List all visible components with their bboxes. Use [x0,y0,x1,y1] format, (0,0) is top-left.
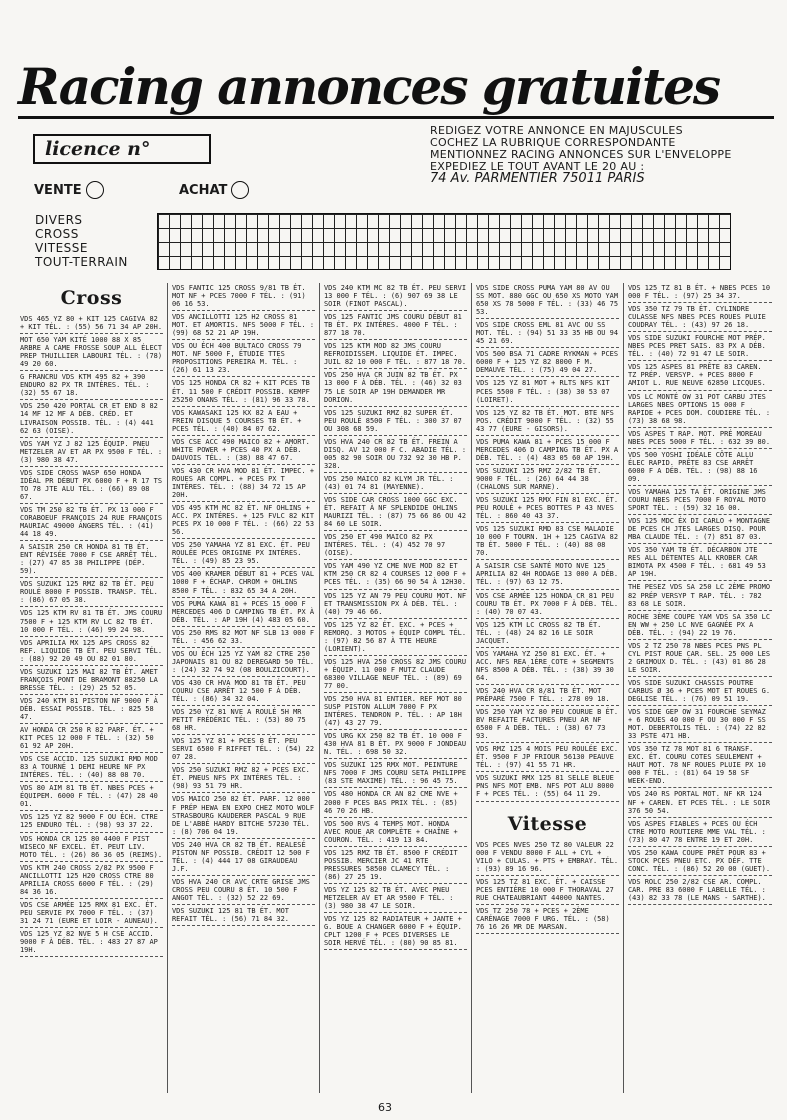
classified-ad: VDS 430 CR HVA MOD 81 TB ÉT. PEU COURU CSE ARRÊT 12 500 F À DÉB. TÉL. : (86) 34 32 04. [172,678,315,706]
classified-ad: VDS TM 250 82 TB ÉT. PX 13 000 F CORABOEUF FRANÇOIS 24 RUE FRANÇOIS MAURIAC 49000 ANGERS TÉL. : (41) 44 18 49. [20,505,163,541]
classified-ad: VDS YZ 125 82 RADIATEUR + JANTE + G. BOUE A CHANGER 6000 F + ÉQUIP. CPLT 1200 F + PCES DIVERSES LE SOIR HERVÉ TÉL. : (80) 90 85 81. [324,914,467,950]
classified-ad: VDS YAM 490 YZ CME NVE MOD 82 ET KTM 250 CR 82 4 COURSES 12 000 F + PCES TÉL. : (35) 66 90 54 À 12H30. [324,561,467,589]
classified-ad: VDS FANTIC 125 CROSS 9/81 TB ÉT. MOT NF + PCES 7000 F TÉL. : (91) 06 16 53. [172,283,315,311]
classified-ad: VDS ASPES FIABLES + PCES OU ÉCH CTRE MOTO ROUTIERE MME VAL TÉL. : (73) 80 47 78 ENTRE 19 ET 20H. [628,819,772,847]
classified-ad: VDS PCES NVES 250 TZ 80 VALEUR 22 000 F VENDU 8000 F ALL + CYL + VILO + CULAS. + PTS + EMBRAY. TÉL. : (93) 89 16 96. [476,840,619,876]
classified-ad: VDS 125 YZ 82 TB ÉT. MOT. BTE NFS POS. CRÉDIT 9000 F TÉL. : (32) 55 43 77 (EURE - GISORS). [476,408,619,436]
classified-ad: VDS HVA 240 CR AVC CRTE GRISE JMS CROSS PEU COURU 8 ÉT. 10 500 F ANGOT TÉL. : (32) 52 22 69. [172,877,315,905]
classified-ad: VDS YAMAHA YZ 250 81 EXC. ÉT. + ACC. NFS REA 1ÈRE COTE + SEGMENTS NFS 8500 A DÉB. TÉL. : (38) 39 30 64. [476,649,619,685]
classified-ad: ROCHE 3ÈME COUPE YAM VDS SA 350 LC EN WW + 250 LC NVE GAGNÉE PX A DÉB. TÉL. : (94) 22 19 76. [628,612,772,640]
classified-ad: VDS SUZUKI 125 RMX MOT. PEINTURE NFS 7000 F JMS COURU SETA PHILIPPE (83 STE MAXIME) TÉL. : 96 45 75. [324,760,467,788]
classified-ad: VDS URG KX 250 82 TB ÉT. 10 000 F 430 HVA 81 B ÉT. PX 9000 F JONDEAU N. TÉL. : 698 50 32. [324,731,467,759]
achat-label: ACHAT [179,182,228,198]
classified-ad: VDS 125 ASPES 81 PRÊTE 83 CAREN. TZ PRÉP. VERSYP. + PCES 8000 F AMIOT L. RUE NEUVE 62850 LICQUES. [628,362,772,390]
classified-ad: VDS 250 KAWA COUPE PRÊT POUR 83 + STOCK PCES PNEU ETC. PX DÉF. TTE CONC. TÉL. : (86) 52 20 00 (GUET). [628,848,772,876]
classified-ad: VDS 125 TZ 81 EXC. ÉT. + CAISSE PCES ENTIÈRE 10 000 F THORAVAL 27 RUE CHATEAUBRIANT 44000 NANTES. [476,877,619,905]
classified-ad: VDS 125 SUZUKI RMD 83 CSE MALADIE 10 000 F TOURN. 1H + 125 CAGIVA 82 TB ÉT. 5000 F TÉL. : (40) 88 08 70. [476,524,619,560]
classified-ad: MOT 650 YAM KITÉ 1000 88 X 85 ARBRE A CAME FROSSE SOUP ALL ÉLECT PREP THUILLIER LABOURI TÉL. : (78) 49 20 60. [20,335,163,371]
title-rule [18,116,774,119]
classifieds-column [16,283,168,1093]
classified-ad: VDS 350 TZ 79 TB ÉT. CYLINDRE CULASSE NFS NBES PCES ROUES PLUIE COUDRAY TÉL. : (43) 97 26 18. [628,304,772,332]
licence-number-field[interactable]: licence n° [33,134,211,164]
classified-ad: VDS 125 HONDA CR 82 + KIT PCES TB ÉT. 11 500 F CRÉDIT POSSIB. KEMPF 25250 ONANS TÉL. : (81) 96 33 78. [172,378,315,406]
classified-ad: VDS 250 YAM YZ 80 PEU COURUE B ÉT. BV REFAITE FACTURES PNEU AR NF 6500 F A DÉB. TÉL. : (38) 67 73 93. [476,707,619,743]
classified-ad: VDS 125 YZ 82 NVE 5 H CSE ACCID. 9000 F À DÉB. TÉL. : 483 27 87 AP 19H. [20,929,163,957]
classified-ad: VDS CSE ARMÉE 125 HONDA CR 81 PEU COURU TB ÉT. PX 7000 F À DÉB. TÉL. : (40) 70 07 43. [476,591,619,619]
classified-ad: VDS 125 YZ 82 9000 F OU ÉCH. CTRE 125 ENDURO TÉL. : (98) 93 37 22. [20,812,163,832]
classified-ad: VDS 125 YZ 82 ÉT. EXC. + PCES + REMORQ. 3 MOTOS + ÉQUIP COMPL TÉL. : (97) 82 56 87 À TTE HEURE (LORIENT). [324,620,467,656]
section-heading: Vitesse [507,812,588,835]
classified-ad: VDS 240 KTM 81 PISTON NF 9000 F À DÉB. ESSAI POSSIB. TÉL. : 825 58 47. [20,696,163,724]
classified-ad: VDS 500 BSA 71 CADRE RYKMAN + PCES 6000 F + 125 YZ 82 8000 F M. DEMAUVE TÉL. : (75) 49 04 27. [476,349,619,377]
classified-ad: VDS CSE ARMÉE 125 RMX 81 EXC. ÉT. PEU SERVIE PX 7000 F TÉL. : (37) 31 24 71 (EURE ET LOIR - AUNEAU). [20,900,163,928]
classified-ad: VDS SIDE CROSS EML 81 AVC OU SS MOT. TÉL. : (94) 51 33 35 HB OU 94 45 21 69. [476,320,619,348]
classified-ad: VDS SIDE SUZUKI FOURCHE MOT PRÉP. NBES PCES PRET SAIS. 83 PX A DÉB. TÉL. : (40) 72 91 47 LE SOIR. [628,333,772,361]
classified-ad: VDS 125 YZ 81 + PCES B ÉT. PEU SERVI 6500 F RIFFET TÉL. : (54) 22 07 28. [172,736,315,764]
classified-ad: VDS YAM YZ J 82 125 ÉQUIP. PNEU METZELER AV ET AR PX 9500 F TÉL. : (3) 980 38 47. [20,439,163,467]
achat-option[interactable] [179,181,249,199]
instruction-line: COCHEZ LA RUBRIQUE CORRESPONDANTE [430,136,676,149]
classified-ad: VDS 250 MAICO 82 KLYM JR TÉL. : (43) 01 74 81 (MAYENNE). [324,474,467,494]
classified-ad: A SAISIR 250 CR HONDA 81 TB ÉT. ENT RÉVISÉE 7000 F CSE ARRÊT TÉL. : (27) 47 85 38 PHILIPPE (DÉP. 59). [20,542,163,578]
classified-ad: VDS CSE ACC 490 MAICO 82 + AMORT. WHITE POWER + PCES 40 PX A DÉB. DAUVOIS TÉL. : (38) 88 47 67. [172,437,315,465]
classified-ad: VDS SIDE SUZUKI CHASSIS POUTRE CARBUS Ø 36 + PCES MOT ET ROUES G. DEGLISE TÉL. : (76) 09 51 19. [628,678,772,706]
classified-ad: VDS SUZUKI 125 81 TB ÉT. MOT REFAIT TÉL. : (56) 71 84 32. [172,906,315,926]
category-cross[interactable]: CROSS [35,227,79,241]
classified-ad: VDS 125 HVA 250 CROSS 82 JMS COURU + ÉQUIP. 11 000 F MUTZ CLAUDE 68300 VILLAGE NEUF TÉL. : (89) 69 77 00. [324,657,467,693]
classified-ad: VDS KTM 240 CROSS 2/82 PX 9500 F ANCILLOTTI 125 H20 CROSS CTRE 80 APRILIA CROSS 6000 F TÉL. : (29) 84 36 16. [20,863,163,899]
page-number: 63 [378,1101,392,1114]
classified-ad: VDS 250 HVA 81 ENTIER. REF MOT 80 SUSP PISTON ALLUM 7000 F PX INTÉRES. TENDRON P. TÉL. : AP 18H (47) 43 27 79. [324,694,467,730]
classified-ad: VDS SUZUKI 125 RMX FIN 81 EXC. ÉT. PEU ROULÉ + PCES BOTTES P 43 NVES TÉL. : 860 40 43 37. [476,495,619,523]
classified-ad: VDS HONDA CR 125 80 4400 F PIST WISECO NF EXCEL. ÉT. PEUT LIV. MOTO TÉL. : (26) 86 36 05 (REIMS). [20,834,163,862]
classified-ad: VDS 500 YOSHI IDÉALE CÔTE ALLU ÉLEC RAPID. PRÊTE 83 CSE ARRÊT 6000 F A DÉB. TÉL. : (98) 88 16 09. [628,450,772,486]
classified-ad: VDS 250 HVA CR JUIN 82 TB ÉT. PX 13 000 F À DÉB. TÉL. : (46) 32 03 75 LE SOIR AP 19H DEMANDER MR DORION. [324,370,467,406]
classified-ad: VDS 430 CR HVA MOD 81 ÉT. IMPEC. + ROUES AR COMPL. + PCES PX T INTÉRES. TÉL. : (88) 34 72 15 AP 20H. [172,466,315,502]
classifieds-column [168,283,320,1093]
classified-ad: VDS CSE ACCID. 125 SUZUKI RMD MOD 83 A TOURNÉ 1 DEMI HEURE NF PX INTÉRES. TÉL. : (40) 88 08 70. [20,754,163,782]
classified-ad: VDS OU ÉCH 125 YZ YAM 82 CTRE 250 JAPONAIS 81 OU 82 DEREGARD 50 TÉL. : (24) 32 74 92 (08 BOULZICOURT). [172,649,315,677]
classifieds-columns [16,283,776,1093]
classified-ad: VDS LC MONTÉ OW 31 POT CARBU JTES LARGES NBES OPTIONS 15 000 F RAPIDE + PCES DOM. COUDIERE TÉL. : (73) 38 68 98. [628,392,772,428]
classified-ad: VDS 400 KRAMER DÉBUT 81 + PCES VAL 1000 F + ÉCHAP. CHROM + OHLINS 8500 F TÉL. : 832 65 34 A 20H. [172,569,315,597]
classified-ad: VDS 350 YAM TB ÉT. DÉCARBON JTE RES ALL DÉTENTES ALL KROBER CAR BIMOTA PX 4500 F TÉL. : 681 49 53 AP 19H. [628,545,772,581]
vente-checkbox[interactable] [86,181,104,199]
classified-ad: VDS 125 RMZ TB ÉT. 8500 F CRÉDIT POSSIB. MERCIER JC 41 RTE PRESSURES 58500 CLAMECY TÉL. : (86) 27 25 19. [324,848,467,884]
classified-ad: VDS RMZ 125 4 MOIS PEU ROULÉE EXC. ÉT. 9500 F JP FRIOUR 56130 PEAUVE TÉL. : (97) 41 55 71 HR. [476,744,619,772]
classified-ad: VDS 250 420 PORTAL CR ET END 8 82 14 MF 12 MF A DÉB. CRÉD. ET LIVRAISON POSSIB. TÉL. : (4) 441 62 63 (OISE). [20,401,163,437]
classified-ad: VDS 80 AIM 81 TB ÉT. NBES PCES + ÉQUIPEM. 6000 F TÉL. : (47) 28 40 01. [20,783,163,811]
classified-ad: VDS SIDE GEP OW 31 FOURCHE SEYMAZ + 6 ROUES 40 000 F OU 30 000 F SS MOT. DEBERTOLIS TÉL. : (74) 22 82 33 PSTE 471 HB. [628,707,772,743]
page-title: Racing annonces gratuites [18,57,720,116]
classified-ad: VDS 350 TZ 78 MOT 81 6 TRANSF. EXC. ÉT. COURU COTES SEULEMENT + HAUT MOT. 78 NF ROUES PLUIE PX 10 000 F TÉL. : (81) 64 19 58 SF WEEK-END. [628,744,772,788]
classified-ad: VDS 240 HVA CR 82 TB ÉT. REALESÉ PISTON NF POSSIB. CRÉDIT 12 500 F TÉL. : (4) 444 17 08 GIRAUDEAU J.F. [172,840,315,876]
classified-ad: VDS SIDE CAR CROSS 1000 GGC EXC. ÉT. REFAIT À NF SPLENDIDE OHLINS MAURIZI TÉL. : (87) 75 66 86 OU 42 84 60 LE SOIR. [324,495,467,531]
classified-ad: VDS 125 KTM LC CROSS 82 TB ÉT. TÉL. : (48) 24 82 16 LE SOIR JACQUET. [476,620,619,648]
category-divers[interactable]: DIVERS [35,213,83,227]
vente-label: VENTE [34,182,82,198]
classified-ad: VDS SIDE CROSS WASP 650 HONDA IDÉAL PR DÉBUT PX 6000 F + R 17 TS TO 78 JTE ALU TÉL. : (66) 89 08 67. [20,468,163,504]
instructions-block [430,125,780,173]
classified-ad: AV HONDA CR 250 R 82 PARF. ÉT. + KIT PCES 12 000 F TÉL. : (32) 50 61 92 AP 20H. [20,725,163,753]
classified-ad: VDS 250 RMS 82 MOT NF SLB 13 000 F TÉL. : 456 62 33. [172,628,315,648]
classifieds-column [320,283,472,1093]
classified-ad: VDS APRILIA MX 125 APS CROSS 82 REF. LIQUIDE TB ÉT. PEU SERVI TÉL. : (88) 92 20 49 OU 82 01 80. [20,638,163,666]
classifieds-column [624,283,776,1093]
classified-ad: VDS ASPES T RAP. MOT. PRÉ MOREAU NBES PCES 5000 F TÉL. : 632 39 80. [628,429,772,449]
mailing-address: 74 Av. PARMENTIER 75011 PARIS [430,171,645,186]
section-heading: Cross [60,287,123,309]
classified-ad: VDS 125 MDC ÉX DI CARLO + MONTAGNE DE PCES CH JTES LARGES DISQ. POUR MBA CLAUDE TÉL. : (7) 851 87 03. [628,516,772,544]
instruction-line: MENTIONNEZ RACING ANNONCES SUR L'ENVELOPPE [430,148,732,161]
classified-ad: VDS PUMA KAWA 81 + PCES 15 000 F MERCEDES 406 D CAMPING TB ÉT. PX A DÉB. TÉL. : (4) 483 05 60 AP 19H. [476,437,619,465]
classified-ad: VDS 125 YZ AN 79 PEU COURU MOT. NF ET TRANSMISSION PX À DÉB. TÉL. : (40) 79 46 66. [324,591,467,619]
classified-ad: VDS 125 KTM RV 81 TB ÉT. JMS COURU 7500 F + 125 KTM RV LC 82 TB ÉT. 10 000 F TÉL. : (46) 99 24 98. [20,608,163,636]
classified-ad: VDS HVA 240 CR 82 TB ÉT. FREIN A DISQ. AV 12 000 F C. ABADIE TÉL. : 005 82 90 SOIR OU 732 92 30 HB P. 328. [324,437,467,473]
instruction-line: EXPEDIEZ LE TOUT AVANT LE 20 AU : [430,160,645,173]
classified-ad: VDS YZ 125 82 TB ÉT. AVEC PNEU METZELER AV ET AR 9500 F TÉL. : (3) 980 38 47 LE SOIR. [324,885,467,913]
category-vitesse[interactable]: VITESSE [35,241,88,255]
classified-ad: VDS 250 YZ 81 NVE A ROULÉ 5H MR PETIT FRÉDÉRIC TÉL. : (53) 80 75 68 HR. [172,707,315,735]
classifieds-column [472,283,624,1093]
classified-ad: VDS 125 TZ 81 B ÉT. + NBES PCES 10 000 F TÉL. : (97) 25 34 37. [628,283,772,303]
ad-entry-grid[interactable] [157,213,731,270]
classified-ad: VDS 250 ET 490 MAICO 82 PX INTÉRES. TÉL. : (4) 452 70 97 (OISE). [324,532,467,560]
classified-ad: VDS YAMAHA 125 TA ÉT. ORIGINE JMS COURU NBES PCES 7000 F ROYAL MOTO SPORT TÉL. : (59) 32 16 00. [628,487,772,515]
instruction-line: REDIGEZ VOTRE ANNONCE EN MAJUSCULES [430,124,683,137]
classified-ad: VDS OU ÉCH 400 BULTACO CROSS 79 MOT. NF 5000 F, ÉTUDIE TTES PROPOSITIONS PEREIRA M. TÉL. : (26) 61 13 23. [172,341,315,377]
classified-ad: VDS MAICO 250 82 ÉT. PARF. 12 000 F PRÉP HEWA EN EXPO CHEZ MOTO WOLF STRASBOURG KAUDERER PASCAL 9 RUE DE L'ABBÉ HARDY BITCHE 57230 TÉL. : (8) 706 04 19. [172,794,315,838]
classified-ad: VDS ANCILLOTTI 125 H2 CROSS 81 MOT. ET AMORTIS. NFS 5000 F TÉL. : (99) 68 52 21 AP 19H. [172,312,315,340]
classified-ad: VDS SUZUKI 125 MAI 82 TB ÉT. AMET FRANÇOIS PONT DE BRAMONT 88250 LA BRESSE TÉL. : (29) 25 52 05. [20,667,163,695]
classified-ad: VDS ROLC 250 2/82 CSE AR. COMPL. CAR. PRE 83 6000 F LABELLE TÉL. : (43) 82 33 78 (LE MANS - SARTHE). [628,877,772,905]
classified-ad: THE PESEZ VDS SA 250 LC 2ÈME PROMO 82 PRÉP VERSYP T RAP. TÉL. : 782 83 68 LE SOIR. [628,582,772,610]
classified-ad: VDS 250 SUZUKI RMZ 82 + PCES EXC. ÉT. PNEUS NFS PX INTÉRES TÉL. : (98) 93 51 79 HR. [172,765,315,793]
classified-ad: VDS SUZUKI 125 RMZ 82 TB ÉT. PEU ROULÉ 8000 F POSSIB. TRANSP. TÉL. : (86) 67 05 38. [20,579,163,607]
classified-ad: VDS TZ 250 78 + PCES + 2ÈME CARÉNAGE 7000 F URG. TÉL. : (58) 76 16 26 MR DE MARSAN. [476,906,619,934]
classified-ad: VDS KAWASAKI 125 KX 82 A EAU + FREIN DISQUE 5 COURSES TB ÉT. + PCES TÉL. : (40) 84 07 62. [172,408,315,436]
category-list [35,213,128,269]
achat-checkbox[interactable] [231,181,249,199]
category-tout-terrain[interactable]: TOUT-TERRAIN [35,255,128,269]
classified-ad: VDS 125 SUZUKI RMZ 82 SUPER ÉT. PEU ROULÉ 8500 F TÉL. : 300 37 07 OU 308 68 59. [324,408,467,436]
classified-ad: VDS 125 FANTIC JMS COURU DÉBUT 81 TB ÉT. PX INTÉRES. 4000 F TÉL. : 877 18 70. [324,312,467,340]
classified-ad: VDS 2 TZ 250 78 NBES PCES PNS PL CYL PIST ROUE CAR. SEL. 25 000 LES 2 GRIMOUX D. TÉL. : (43) 01 86 28 LE SOIR. [628,641,772,677]
classified-ad: VDS 465 YZ 80 + KIT 125 CAGIVA 82 + KIT TÉL. : (55) 56 71 34 AP 20H. [20,314,163,334]
classified-ad: VDS PUMA KAWA 81 + PCES 15 000 F MERCEDES 406 D CAMPING TB ÉT. PX À DÉB. TÉL. : AP 19H (4) 483 05 60. [172,599,315,627]
classified-ad: VDS 495 KTM MC 82 ÉT. NF OHLINS + ACC. PX INTÉRES. + 125 FVLC 82 KIT PCES PX 10 000 F TÉL. : (66) 22 53 56. [172,503,315,539]
classified-ad: VDS SUZUKI RMX 125 81 SELLE BLEUE PNS NFS MOT EMB. NFS POT ALU 8000 F + PCES TÉL. : (55) 64 11 29. [476,773,619,801]
vente-option[interactable] [34,181,104,199]
classified-ad: VDS 125 KTM MOD 82 JMS COURU REFROIDISSEM. LIQUIDE ÉT. IMPEC. JUIL 82 10 000 F TÉL. : 877 18 70. [324,341,467,369]
classified-ad: G FRANCRU VDS KTM 495 82 + 390 ENDURO 82 PX TR INTÈRES. TÉL. : (32) 55 67 18. [20,372,163,400]
classified-ad: VDS 480 HONDA CR AN 82 CME NVE + 2000 F PCES BAS PRIX TÉL. : (85) 46 70 26 HB. [324,789,467,817]
classified-ad: VDS 125 YZ 81 MOT + RLTS NFS KIT PCES 5500 F TÉL. : (38) 30 53 07 (LOIRET). [476,378,619,406]
classified-ad: VDS 500 RVS 4 TEMPS MOT. HONDA AVEC ROUE AR COMPLÈTE + CHAÎNE + COURON. TÉL. : 419 13 84. [324,819,467,847]
classified-ad: VDS SUZUKI 125 RMZ 2/82 TB ÉT. 9000 F TÉL. : (26) 64 44 38 (CHALONS SUR MARNE). [476,466,619,494]
classified-ad: VDS SIDE CROSS PUMA YAM 80 AV OU SS MOT. 880 GGC OU 650 XS MOTO YAM 650 XS 78 5000 F TÉL. : (33) 46 75 53. [476,283,619,319]
classified-ad: VDS 240 HVA CR 8/81 TB ÉT. MOT PRÉPARÉ 7500 F TÉL. : 278 09 18. [476,686,619,706]
classified-ad: A SAISIR CSE SANTÉ MOTO NVE 125 APRILIA 82 4H RODAGE 13 000 A DÉB. TÉL. : (97) 63 12 75. [476,561,619,589]
classified-ad: VDS 250 YAMAHA YZ 81 EXC. ÉT. PEU ROULÉE PCES ORIGINE PX INTÉRES. TÉL. : (49) 85 23 95. [172,540,315,568]
classified-ad: VDS 240 RS PORTAL MOT. NF KR 124 NF + CAREN. ET PCES TÉL. : LE SOIR 376 50 54. [628,789,772,817]
classified-ad: VDS 240 KTM MC 82 TB ÉT. PEU SERVI 13 000 F TÉL. : (6) 907 69 38 LE SOIR (FINOT PASCAL). [324,283,467,311]
